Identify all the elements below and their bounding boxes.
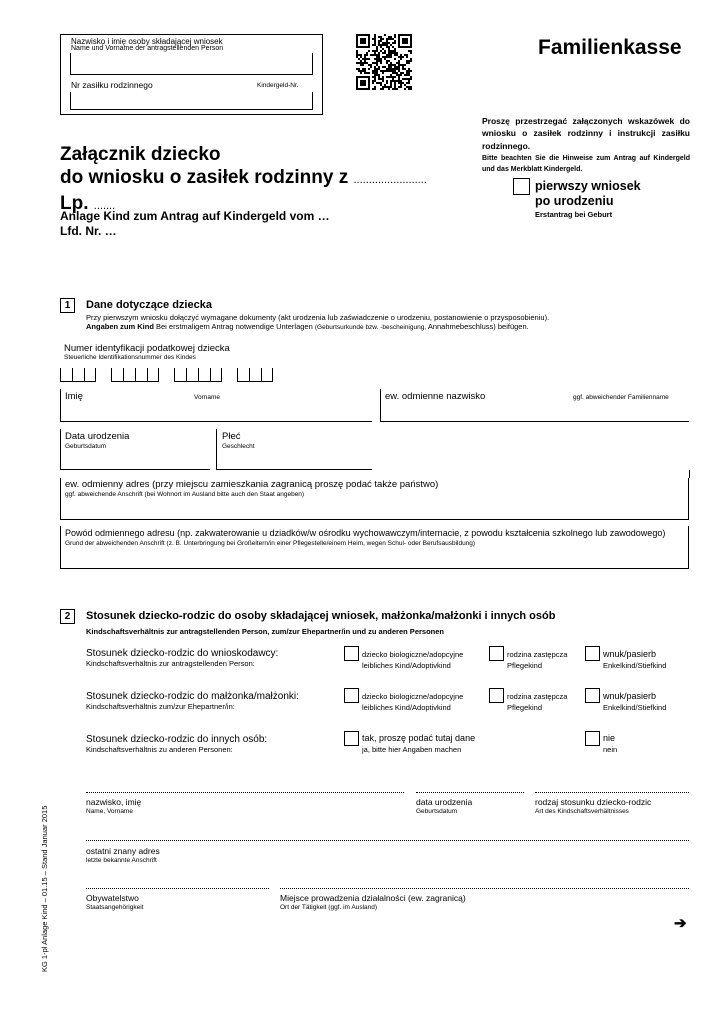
other-address-label-de: ggf. abweichende Anschrift (bei Wohnort im Ausland bitte auch den Staat angeben) [65,491,305,498]
other-address-label: ostatni znany adres letzte bekannte Anschrift [86,846,160,865]
title-line1: Załącznik dziecko [60,144,221,165]
relation-spouse-foster-checkbox[interactable] [489,688,504,703]
applicant-label-pl: Nazwisko i imię osoby składającej wniosek [71,37,223,46]
sex-label-pl: Płeć [222,431,241,442]
kindergeld-number-field[interactable] [70,92,313,110]
relation-others-no-label: nie nein [603,733,618,754]
title-de-line1: Anlage Kind zum Antrag auf Kindergeld vom … [60,209,330,223]
applicant-box [60,34,323,115]
relation-applicant-label: Stosunek dziecko-rodzic do wnioskodawcy: Kindschaftsverhältnis zur antragstellenden Person: [86,648,279,668]
tax-id-group-2[interactable] [111,368,159,382]
section1-note-de: Angaben zum Kind Bei erstmaligem Antrag notwendige Unterlagen (Geburtsurkunde bzw. -bescheinigung, Annahmebeschluss) beifügen. [86,322,529,331]
section2-number: 2 [60,609,75,624]
section1-title: Dane dotyczące dziecka [86,299,212,311]
first-application-label-de: Erstantrag bei Geburt [535,210,613,219]
first-name-label-pl: Imię [65,391,83,402]
relation-applicant-biological-label: dziecko biologiczne/adopcyjne leibliches Kind/Adoptivkind [362,650,464,670]
first-name-label-de: Vorname [194,394,221,401]
title-de [60,209,330,239]
qr-code-icon [356,34,412,90]
other-address-label-pl: ew. odmienny adres (przy miejscu zamieszkania zagranicą proszę podać także państwo) [65,479,439,490]
section2-subtitle: Kindschaftsverhältnis zur antragstellenden Person, zum/zur Ehepartner/in und zu anderen Personen [86,627,444,636]
page-title [60,143,427,218]
other-address-field[interactable] [60,478,689,520]
agency-title: Familienkasse [538,36,682,59]
other-relation-label: rodzaj stosunku dziecko-rodzic Art des Kindschaftsverhältnisses [535,797,652,816]
relation-spouse-foster-label: rodzina zastępcza Pflegekind [507,692,568,712]
relation-spouse-biological-label: dziecko biologiczne/adopcyjne leibliches Kind/Adoptivkind [362,692,464,712]
title-line2: do wniosku o zasiłek rodzinny z ........................ [60,167,427,188]
tax-id-label-de: Steuerliche Identifikationsnummer des Kindes [64,354,196,361]
title-line3: Lp. ....... [60,193,116,214]
relation-others-no-checkbox[interactable] [585,731,600,746]
other-name-line[interactable] [86,792,404,793]
tax-id-label-pl: Numer identyfikacji podatkowej dziecka [64,343,230,354]
address-reason-field[interactable] [60,526,689,569]
instructions-de: Bitte beachten Sie die Hinweise zum Antrag auf Kindergeld und das Merkblatt Kindergeld. [482,155,690,173]
tax-id-group-3[interactable] [174,368,222,382]
sex-label-de: Geschlecht [222,443,255,450]
applicant-name-field[interactable] [70,53,313,75]
number-label-pl: Nr zasiłku rodzinnego [71,80,153,90]
relation-applicant-foster-label: rodzina zastępcza Pflegekind [507,650,568,670]
relation-applicant-grandchild-label: wnuk/pasierb Enkelkind/Stiefkind [603,649,667,670]
section1-note-pl: Przy pierwszym wniosku dołączyć wymagane dokumenty (akt urodzenia lub zaświadczenie o urodzeniu, postanowienie o przysposobieniu). [86,313,550,322]
tax-id-group-1[interactable] [60,368,96,382]
work-place-line[interactable] [280,888,689,889]
relation-applicant-foster-checkbox[interactable] [489,646,504,661]
relation-applicant-grandchild-checkbox[interactable] [585,646,600,661]
sex-field[interactable] [216,429,372,470]
next-page-arrow-icon[interactable]: ➔ [674,915,687,932]
other-birth-line[interactable] [416,792,524,793]
first-application-checkbox[interactable] [513,178,530,195]
section1-number: 1 [60,298,75,313]
other-address-line[interactable] [86,840,689,841]
other-surname-label-pl: ew. odmienne nazwisko [385,391,486,402]
relation-spouse-grandchild-checkbox[interactable] [585,688,600,703]
number-label-de: Kindergeld-Nr. [257,82,299,89]
form-id-side-text: KG 1-pl Anlage Kind – 01.15 – Stand Januar 2015 [40,805,49,972]
relation-applicant-biological-checkbox[interactable] [344,646,359,661]
relation-spouse-label: Stosunek dziecko-rodzic do małżonka/małżonki: Kindschaftsverhältnis zum/zur Ehepartner/in: [86,691,299,711]
tax-id-input[interactable] [60,368,273,382]
other-name-label: nazwisko, imię Name, Vorname [86,797,142,816]
other-surname-field[interactable] [380,389,689,422]
address-reason-label-pl: Powód odmiennego adresu (np. zakwaterowanie u dziadków/w ośrodku wychowawczym/internacie, z powodu kształcenia szkolnego lub zawodowego) [65,528,666,538]
other-birth-label: data urodzenia Geburtsdatum [416,797,473,816]
birth-date-label-pl: Data urodzenia [65,431,130,442]
first-application-label: pierwszy wniosek po urodzeniu [535,179,641,208]
citizenship-label: Obywatelstwo Staatsangehörigkeit [86,893,144,912]
relation-others-yes-label: tak, proszę podać tutaj dane ja, bitte hier Angaben machen [362,733,476,754]
birth-date-field[interactable] [60,429,210,470]
instructions-pl: Proszę przestrzegać załączonych wskazówek do wniosku o zasiłek rodzinny i instrukcji zasiłku rodzinnego. [482,116,690,151]
relation-spouse-biological-checkbox[interactable] [344,688,359,703]
relation-spouse-grandchild-label: wnuk/pasierb Enkelkind/Stiefkind [603,691,667,712]
other-surname-label-de: ggf. abweichender Familienname [573,394,669,401]
relation-others-label: Stosunek dziecko-rodzic do innych osób: Kindschaftsverhältnis zu anderen Personen: [86,734,268,754]
title-de-line2: Lfd. Nr. … [60,224,117,238]
first-name-field[interactable] [60,389,372,422]
other-relation-line[interactable] [535,792,689,793]
address-reason-label-de: Grund der abweichenden Anschrift (z. B. Unterbringung bei Großeltern/in einer Pflegestelle/einem Heim, wegen Schul- oder Berufsausbildung) [65,540,476,547]
section2-title: Stosunek dziecko-rodzic do osoby składającej wniosek, małżonka/małżonki i innych osób [86,610,556,622]
work-place-label: Miejsce prowadzenia działalności (ew. zagranicą) Ort der Tätigkeit (ggf. im Ausland) [280,893,466,912]
citizenship-line[interactable] [86,888,269,889]
applicant-label-de: Name und Vorname der antragstellenden Person [71,45,224,52]
birth-date-label-de: Geburtsdatum [65,443,107,450]
tax-id-group-4[interactable] [237,368,273,382]
relation-others-yes-checkbox[interactable] [344,731,359,746]
